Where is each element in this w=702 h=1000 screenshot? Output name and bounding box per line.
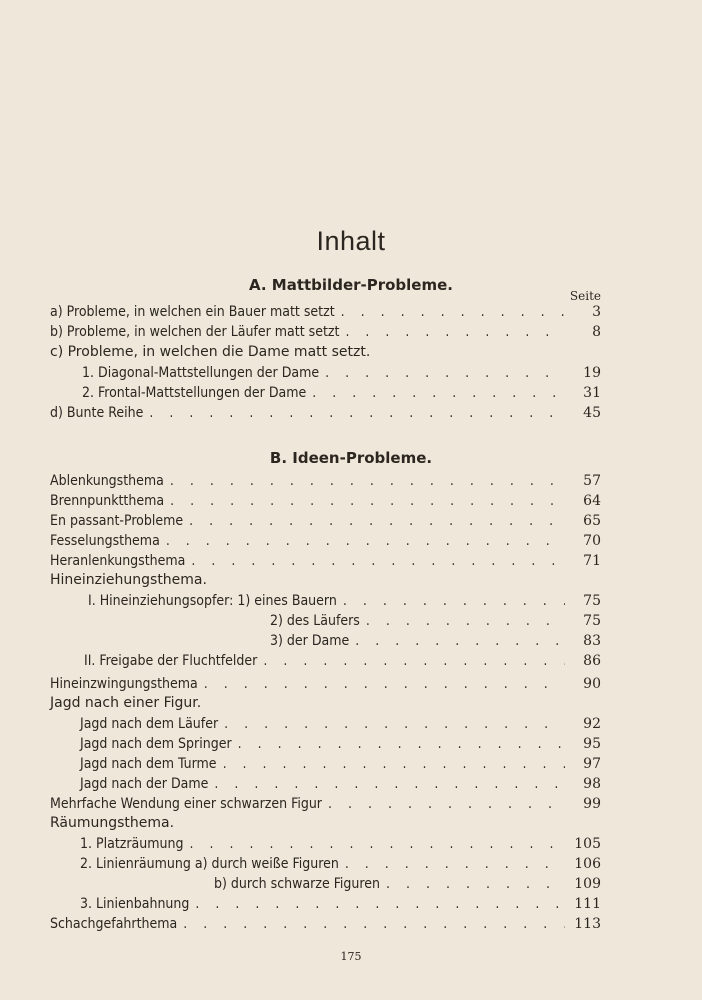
toc-entry <box>50 796 601 816</box>
toc-entry-page: 75 <box>583 593 601 609</box>
toc-leader-dots <box>345 324 565 340</box>
toc-entry-label: Jagd nach dem Springer <box>80 736 232 752</box>
toc-entry-page: 57 <box>583 473 601 489</box>
toc-leader-dots <box>189 513 565 529</box>
toc-leader-dots <box>149 405 565 421</box>
toc-leader-dots <box>224 716 565 732</box>
toc-entry-page: 70 <box>583 533 601 549</box>
toc-entry-page: 19 <box>583 365 601 381</box>
toc-entry-page: 95 <box>583 736 601 752</box>
toc-entry-page: 75 <box>583 613 601 629</box>
toc-entry-page: 98 <box>583 776 601 792</box>
toc-leader-dots <box>366 613 565 629</box>
toc-entry-label: Brennpunktthema <box>50 493 165 509</box>
toc-leader-dots <box>263 653 565 669</box>
toc-entry-label: Jagd nach dem Turme <box>80 756 217 772</box>
toc-entry <box>80 896 601 916</box>
toc-entry <box>80 856 601 876</box>
toc-group-heading: Räumungsthema. <box>50 815 175 831</box>
toc-entry <box>80 776 601 796</box>
toc-entry-page: 8 <box>592 324 601 340</box>
toc-entry-label: Schachgefahrthema <box>50 916 178 932</box>
section-b-heading: B. Ideen-Probleme. <box>269 449 433 467</box>
toc-entry-page: 64 <box>583 493 601 509</box>
toc-entry-page: 90 <box>583 676 601 692</box>
toc-entry <box>80 716 601 736</box>
toc-entry <box>80 756 601 776</box>
toc-leader-dots <box>341 304 565 320</box>
toc-entry-page: 105 <box>574 836 601 852</box>
toc-group-heading: Hineinziehungsthema. <box>50 572 207 588</box>
toc-leader-dots <box>170 493 565 509</box>
toc-entry-label: 2. Frontal-Mattstellungen der Dame <box>82 385 307 401</box>
toc-leader-dots <box>214 776 565 792</box>
toc-leader-dots <box>166 533 565 549</box>
toc-entry <box>50 473 601 493</box>
toc-entry-page: 71 <box>583 553 601 569</box>
toc-leader-dots <box>189 836 565 852</box>
toc-entry <box>50 916 601 936</box>
toc-entry-page: 86 <box>583 653 601 669</box>
toc-entry-label: Jagd nach dem Läufer <box>80 716 219 732</box>
toc-entry-label: 2. Linienräumung a) durch weiße Figuren <box>80 856 339 872</box>
toc-entry-label: 3. Linienbahnung <box>80 896 190 912</box>
toc-entry-label: b) Probleme, in welchen der Läufer matt setzt <box>50 324 340 340</box>
toc-entry-label: 1. Diagonal-Mattstellungen der Dame <box>82 365 320 381</box>
toc-entry-page: 109 <box>574 876 601 892</box>
toc-entry-page: 113 <box>574 916 601 932</box>
toc-entry-label: d) Bunte Reihe <box>50 405 144 421</box>
toc-entry-label: 1. Platzräumung <box>80 836 184 852</box>
toc-entry <box>84 653 601 673</box>
section-a-heading: A. Mattbilder-Probleme. <box>248 276 453 294</box>
toc-entry <box>82 385 601 405</box>
seite-column-label: Seite <box>569 289 601 303</box>
toc-entry-label: I. Hineinziehungsopfer: 1) eines Bauern <box>88 593 337 609</box>
toc-entry-label: Mehrfache Wendung einer schwarzen Figur <box>50 796 322 812</box>
toc-entry-label: II. Freigabe der Fluchtfelder <box>84 653 258 669</box>
toc-entry-page: 92 <box>583 716 601 732</box>
page-title: Inhalt <box>316 226 386 256</box>
toc-entry-page: 99 <box>583 796 601 812</box>
toc-entry-label: Hineinzwingungsthema <box>50 676 198 692</box>
toc-entry-label: Fesselungsthema <box>50 533 160 549</box>
toc-entry <box>82 365 601 385</box>
toc-entry-page: 106 <box>574 856 601 872</box>
page-number-footer: 175 <box>340 950 362 963</box>
toc-leader-dots <box>325 365 565 381</box>
toc-entry <box>214 876 601 896</box>
toc-leader-dots <box>312 385 565 401</box>
toc-entry-label: Heranlenkungsthema <box>50 553 186 569</box>
toc-entry-label: b) durch schwarze Figuren <box>214 876 381 892</box>
toc-entry-label: 3) der Dame <box>270 633 350 649</box>
toc-entry <box>50 405 601 425</box>
toc-group-heading: Jagd nach einer Figur. <box>50 695 202 711</box>
toc-leader-dots <box>223 756 565 772</box>
toc-entry-page: 65 <box>583 513 601 529</box>
toc-entry-page: 31 <box>583 385 601 401</box>
toc-entry <box>50 676 601 696</box>
toc-entry-label: Jagd nach der Dame <box>80 776 209 792</box>
toc-entry-label: Ablenkungsthema <box>50 473 164 489</box>
toc-entry-label: En passant-Probleme <box>50 513 184 529</box>
toc-group-heading: c) Probleme, in welchen die Dame matt setzt. <box>50 344 371 360</box>
toc-leader-dots <box>386 876 565 892</box>
toc-entry <box>80 836 601 856</box>
toc-leader-dots <box>195 896 565 912</box>
toc-leader-dots <box>238 736 565 752</box>
toc-leader-dots <box>183 916 565 932</box>
toc-entry-page: 45 <box>583 405 601 421</box>
toc-entry-page: 111 <box>574 896 601 912</box>
toc-entry <box>270 613 601 633</box>
toc-leader-dots <box>191 553 565 569</box>
toc-leader-dots <box>355 633 565 649</box>
toc-entry <box>50 324 601 344</box>
toc-entry <box>50 533 601 553</box>
toc-entry-page: 97 <box>583 756 601 772</box>
toc-entry <box>88 593 601 613</box>
toc-entry <box>50 513 601 533</box>
toc-entry <box>50 493 601 513</box>
toc-entry-label: a) Probleme, in welchen ein Bauer matt setzt <box>50 304 335 320</box>
toc-entry <box>80 736 601 756</box>
toc-leader-dots <box>204 676 565 692</box>
toc-entry-label: 2) des Läufers <box>270 613 360 629</box>
toc-entry <box>50 304 601 324</box>
toc-entry-page: 83 <box>583 633 601 649</box>
toc-entry-page: 3 <box>592 304 601 320</box>
toc-leader-dots <box>170 473 565 489</box>
toc-entry <box>270 633 601 653</box>
toc-leader-dots <box>345 856 565 872</box>
toc-leader-dots <box>343 593 565 609</box>
toc-leader-dots <box>328 796 565 812</box>
toc-entry <box>50 553 601 573</box>
